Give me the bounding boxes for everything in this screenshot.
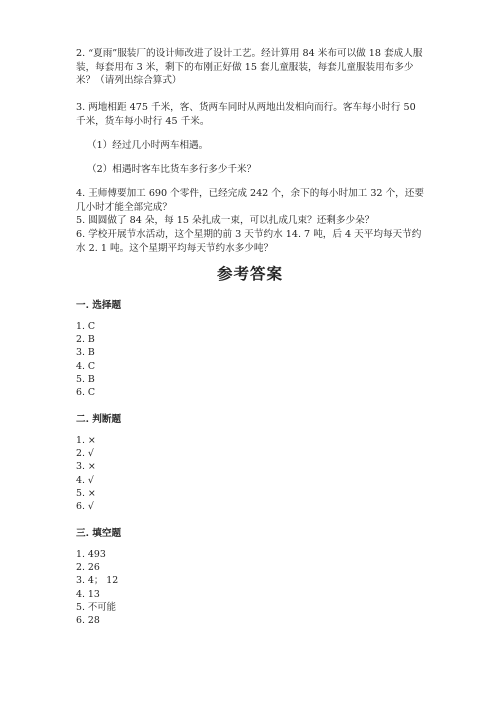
answer-item: 2. 26 [76,562,100,574]
answer-item: 4. C [76,360,96,372]
answer-item: 1. C [76,321,96,332]
answer-item: 1. × [76,435,96,446]
answer-item: 2. B [76,334,95,346]
judgment-answer-list [76,434,96,513]
answer-item: 6. √ [76,500,94,512]
answer-item: 4. 13 [76,588,100,600]
question-5: 5. 圆圆做了 84 朵，每 15 朵扎成一束，可以扎成几束？还剩多少朵？ [76,215,375,226]
answer-key-title: 参考答案 [216,264,283,283]
question-3-part-2: （2）相遇时客车比货车多行多少千米？ [87,164,257,175]
section-heading-choice: 一. 选择题 [76,300,122,311]
answer-item: 3. 4； 12 [76,575,119,587]
question-4: 4. 王师傅要加工 690 个零件，已经完成 242 个，余下的每小时加工 32 个，还要几小时才能全部完成？ [76,188,424,213]
answer-item: 5. 不可能 [76,601,117,613]
question-3: 3. 两地相距 475 千米，客、货两车同时从两地出发相向而行。客车每小时行 50 千米，货车每小时行 45 千米。 [76,102,416,127]
section-heading-fill-in: 三. 填空题 [76,528,122,539]
question-6: 6. 学校开展节水活动，这个星期的前 3 天节约水 14. 7 吨，后 4 天平均每天节约水 2. 1 吨。这个星期平均每天节约水多少吨？ [76,229,422,254]
answer-item: 3. × [76,461,96,473]
answer-item: 1. 493 [76,549,106,560]
question-2: 2. “夏雨”服装厂的设计师改进了设计工艺。经计算用 84 米布可以做 18 套成人服装，每套用布 3 米，剩下的布刚正好做 15 套儿童服装，每套儿童服装用布多少米？（请列出综合算式） [76,48,423,87]
answer-item: 5. B [76,373,95,385]
answer-item: 5. × [76,487,96,499]
answer-item: 3. B [76,347,95,359]
answer-item: 6. C [76,386,96,398]
answer-item: 2. √ [76,448,94,460]
choice-answer-list [76,320,95,399]
answer-item: 6. 28 [76,614,100,626]
fill-in-answer-list [76,548,118,627]
section-heading-judgment: 二. 判断题 [76,414,122,425]
question-3-part-1: （1）经过几小时两车相遇。 [87,140,209,151]
answer-item: 4. √ [76,474,94,486]
